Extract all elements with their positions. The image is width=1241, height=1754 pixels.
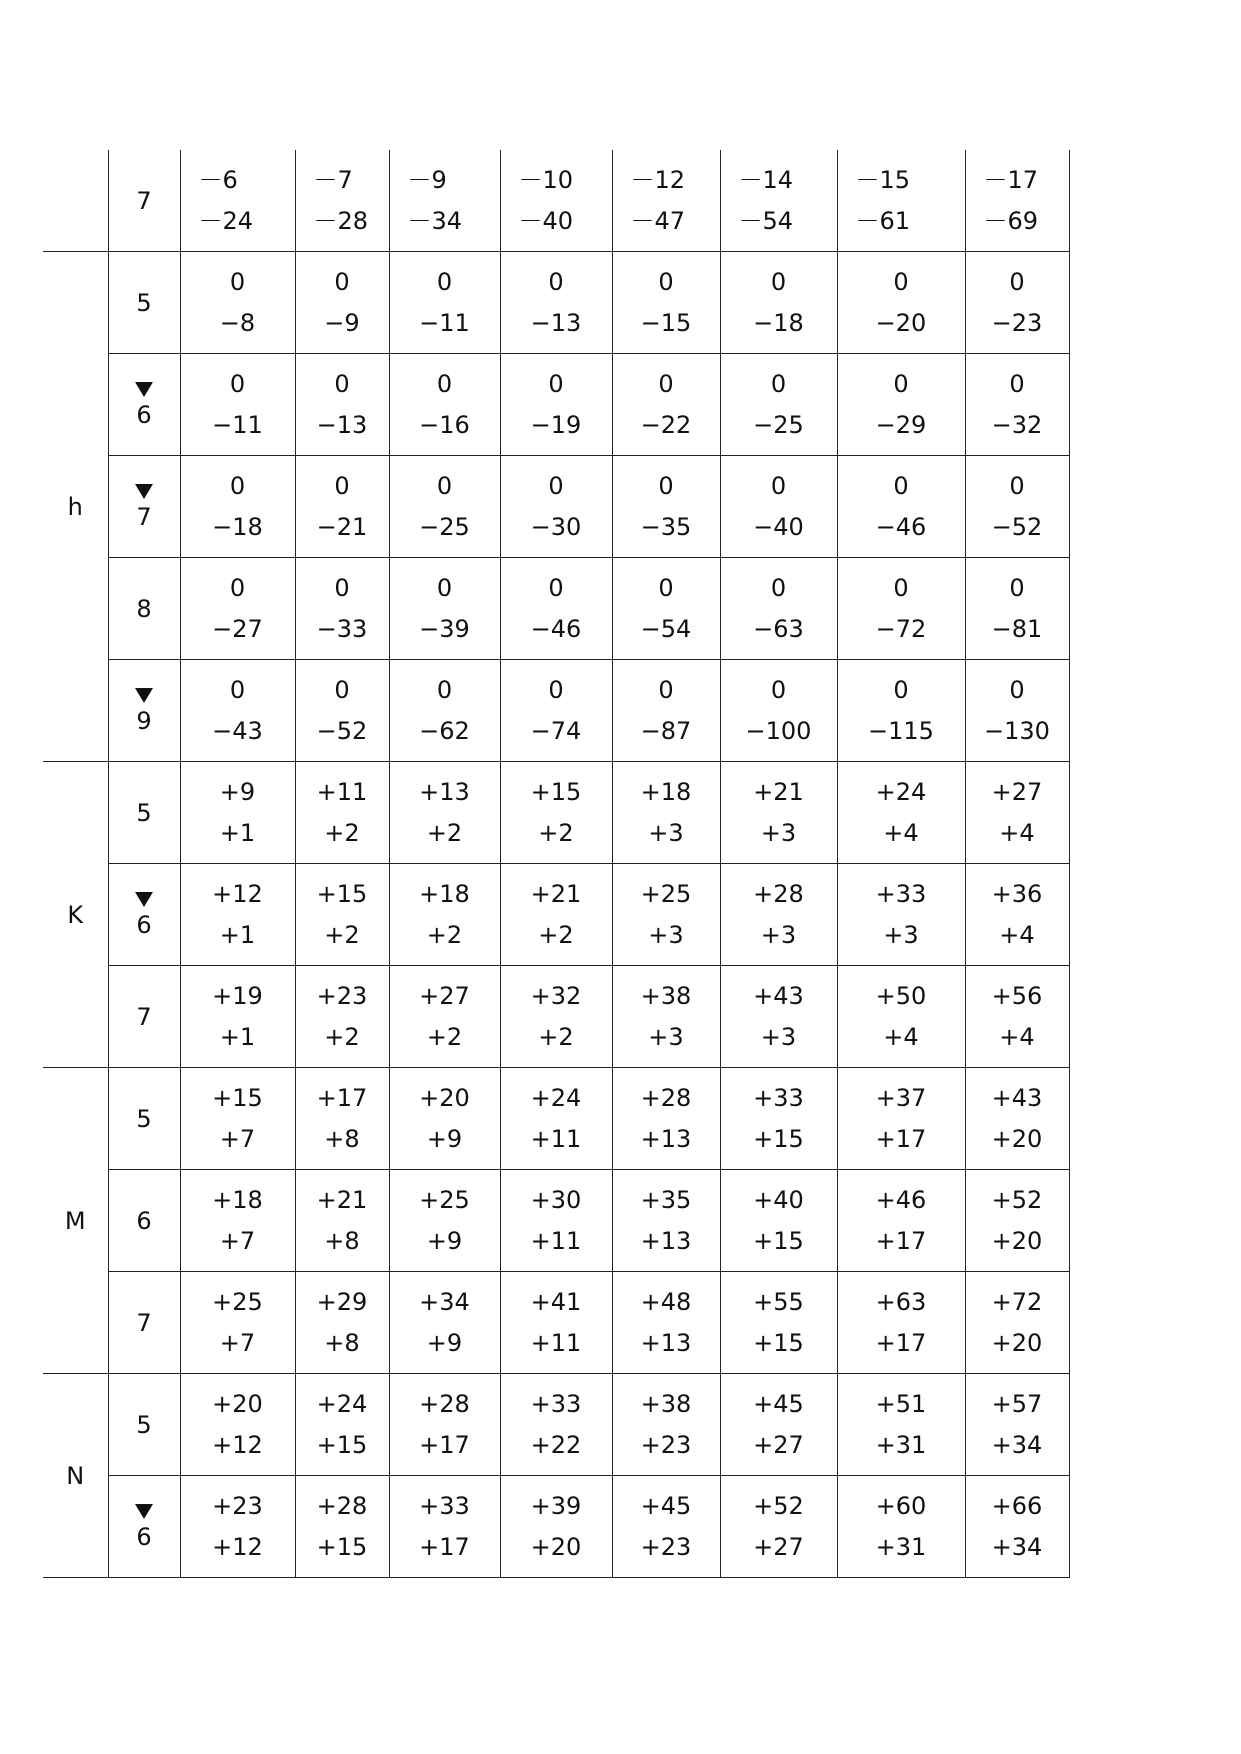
group-cell (43, 252, 108, 762)
value-cell: +43 +3 (720, 966, 837, 1068)
value-cell: +56 +4 (965, 966, 1069, 1068)
value-cell: +18 +2 (389, 864, 500, 966)
value-cell: －14 －54 (720, 150, 837, 252)
value-cell: +27 +4 (965, 762, 1069, 864)
table-row (43, 558, 1069, 660)
grade-cell: 8 (108, 558, 180, 660)
value-cell: +15 +7 (180, 1068, 295, 1170)
table-row (43, 966, 1069, 1068)
table-row (43, 252, 1069, 354)
value-cell: －15 －61 (837, 150, 965, 252)
value-cell: 0 −11 (389, 252, 500, 354)
value-cell: +51 +31 (837, 1374, 965, 1476)
group-label: N (66, 1461, 85, 1490)
value-cell: +17 +8 (295, 1068, 389, 1170)
value-cell: 0 −39 (389, 558, 500, 660)
value-cell: 0 −30 (500, 456, 612, 558)
value-cell: +36 +4 (965, 864, 1069, 966)
value-cell: +28 +17 (389, 1374, 500, 1476)
table-row (43, 354, 1069, 456)
group-label: h (67, 492, 83, 521)
value-cell: +15 +2 (500, 762, 612, 864)
value-cell: 0 −29 (837, 354, 965, 456)
value-cell: 0 −15 (612, 252, 720, 354)
value-cell: +33 +3 (837, 864, 965, 966)
value-cell: +52 +27 (720, 1476, 837, 1578)
value-cell: 0 −22 (612, 354, 720, 456)
value-cell: +21 +2 (500, 864, 612, 966)
down-triangle-icon (135, 1504, 153, 1519)
value-cell: 0 −100 (720, 660, 837, 762)
value-cell: +33 +17 (389, 1476, 500, 1578)
value-cell: +24 +11 (500, 1068, 612, 1170)
value-cell: +32 +2 (500, 966, 612, 1068)
value-cell: +35 +13 (612, 1170, 720, 1272)
value-cell: +25 +9 (389, 1170, 500, 1272)
value-cell: 0 −27 (180, 558, 295, 660)
table-row (43, 864, 1069, 966)
value-cell: +18 +7 (180, 1170, 295, 1272)
value-cell: 0 −32 (965, 354, 1069, 456)
value-cell: +39 +20 (500, 1476, 612, 1578)
value-cell: +30 +11 (500, 1170, 612, 1272)
table-row (43, 1374, 1069, 1476)
value-cell: +24 +4 (837, 762, 965, 864)
value-cell: +33 +15 (720, 1068, 837, 1170)
value-cell: 0 −46 (500, 558, 612, 660)
group-cell (43, 1374, 108, 1578)
value-cell: +27 +2 (389, 966, 500, 1068)
value-cell: +24 +15 (295, 1374, 389, 1476)
value-cell: +20 +9 (389, 1068, 500, 1170)
down-triangle-icon (135, 382, 153, 397)
value-cell: 0 −74 (500, 660, 612, 762)
grade-cell: 6 (108, 1476, 180, 1578)
value-cell: 0 −13 (500, 252, 612, 354)
value-cell: +52 +20 (965, 1170, 1069, 1272)
value-cell: 0 −81 (965, 558, 1069, 660)
value-cell: +28 +15 (295, 1476, 389, 1578)
value-cell: 0 −33 (295, 558, 389, 660)
value-cell: －12 －47 (612, 150, 720, 252)
value-cell: 0 −19 (500, 354, 612, 456)
value-cell: +57 +34 (965, 1374, 1069, 1476)
value-cell: 0 −62 (389, 660, 500, 762)
grade-cell: 5 (108, 1068, 180, 1170)
down-triangle-icon (135, 484, 153, 499)
group-cell (43, 1068, 108, 1374)
value-cell: +41 +11 (500, 1272, 612, 1374)
group-label: M (64, 1206, 86, 1235)
table-row (43, 456, 1069, 558)
value-cell: 0 −13 (295, 354, 389, 456)
value-cell: +55 +15 (720, 1272, 837, 1374)
value-cell: 0 −25 (720, 354, 837, 456)
table-row (43, 1272, 1069, 1374)
value-cell: －9 －34 (389, 150, 500, 252)
down-triangle-icon (135, 688, 153, 703)
value-cell: +45 +23 (612, 1476, 720, 1578)
value-cell: 0 −43 (180, 660, 295, 762)
value-cell: 0 −21 (295, 456, 389, 558)
grade-cell: 5 (108, 252, 180, 354)
value-cell: 0 −54 (612, 558, 720, 660)
down-triangle-icon (135, 892, 153, 907)
value-cell: －10 －40 (500, 150, 612, 252)
value-cell: 0 −16 (389, 354, 500, 456)
value-cell: +46 +17 (837, 1170, 965, 1272)
value-cell: +33 +22 (500, 1374, 612, 1476)
value-cell: 0 −20 (837, 252, 965, 354)
value-cell: 0 −87 (612, 660, 720, 762)
value-cell: +43 +20 (965, 1068, 1069, 1170)
group-label: K (67, 900, 84, 929)
value-cell: +40 +15 (720, 1170, 837, 1272)
value-cell: +21 +3 (720, 762, 837, 864)
value-cell: －7 －28 (295, 150, 389, 252)
value-cell: 0 −63 (720, 558, 837, 660)
value-cell: 0 −52 (295, 660, 389, 762)
grade-cell: 7 (108, 1272, 180, 1374)
value-cell: +28 +3 (720, 864, 837, 966)
value-cell: +23 +12 (180, 1476, 295, 1578)
value-cell: 0 −18 (720, 252, 837, 354)
tolerance-table (43, 150, 1070, 1578)
value-cell: +28 +13 (612, 1068, 720, 1170)
value-cell: +38 +23 (612, 1374, 720, 1476)
table-row (43, 1476, 1069, 1578)
value-cell: +34 +9 (389, 1272, 500, 1374)
value-cell: 0 −40 (720, 456, 837, 558)
value-cell: +20 +12 (180, 1374, 295, 1476)
value-cell: 0 −23 (965, 252, 1069, 354)
value-cell: +66 +34 (965, 1476, 1069, 1578)
value-cell: +11 +2 (295, 762, 389, 864)
value-cell: +37 +17 (837, 1068, 965, 1170)
grade-cell: 6 (108, 864, 180, 966)
value-cell: －17 －69 (965, 150, 1069, 252)
value-cell: 0 −46 (837, 456, 965, 558)
value-cell: 0 −18 (180, 456, 295, 558)
group-cell (43, 762, 108, 1068)
value-cell: +48 +13 (612, 1272, 720, 1374)
value-cell: +18 +3 (612, 762, 720, 864)
table-row (43, 762, 1069, 864)
value-cell: +29 +8 (295, 1272, 389, 1374)
value-cell: +60 +31 (837, 1476, 965, 1578)
table-row (43, 150, 1069, 252)
grade-cell: 7 (108, 150, 180, 252)
value-cell: +19 +1 (180, 966, 295, 1068)
value-cell: 0 −9 (295, 252, 389, 354)
value-cell: +50 +4 (837, 966, 965, 1068)
value-cell: 0 −25 (389, 456, 500, 558)
grade-cell: 6 (108, 354, 180, 456)
value-cell: 0 −115 (837, 660, 965, 762)
table-row (43, 1068, 1069, 1170)
value-cell: +15 +2 (295, 864, 389, 966)
grade-cell: 7 (108, 966, 180, 1068)
value-cell: －6 －24 (180, 150, 295, 252)
value-cell: 0 −130 (965, 660, 1069, 762)
value-cell: +9 +1 (180, 762, 295, 864)
grade-cell: 9 (108, 660, 180, 762)
value-cell: +25 +7 (180, 1272, 295, 1374)
value-cell: +72 +20 (965, 1272, 1069, 1374)
grade-cell: 5 (108, 762, 180, 864)
value-cell: +23 +2 (295, 966, 389, 1068)
value-cell: +13 +2 (389, 762, 500, 864)
group-cell-continued (43, 150, 108, 252)
value-cell: +45 +27 (720, 1374, 837, 1476)
value-cell: 0 −52 (965, 456, 1069, 558)
value-cell: +38 +3 (612, 966, 720, 1068)
grade-cell: 6 (108, 1170, 180, 1272)
value-cell: 0 −72 (837, 558, 965, 660)
value-cell: +21 +8 (295, 1170, 389, 1272)
value-cell: +25 +3 (612, 864, 720, 966)
grade-cell: 5 (108, 1374, 180, 1476)
grade-cell: 7 (108, 456, 180, 558)
value-cell: +12 +1 (180, 864, 295, 966)
value-cell: 0 −11 (180, 354, 295, 456)
value-cell: 0 −35 (612, 456, 720, 558)
table-row (43, 660, 1069, 762)
table-row (43, 1170, 1069, 1272)
value-cell: +63 +17 (837, 1272, 965, 1374)
value-cell: 0 −8 (180, 252, 295, 354)
